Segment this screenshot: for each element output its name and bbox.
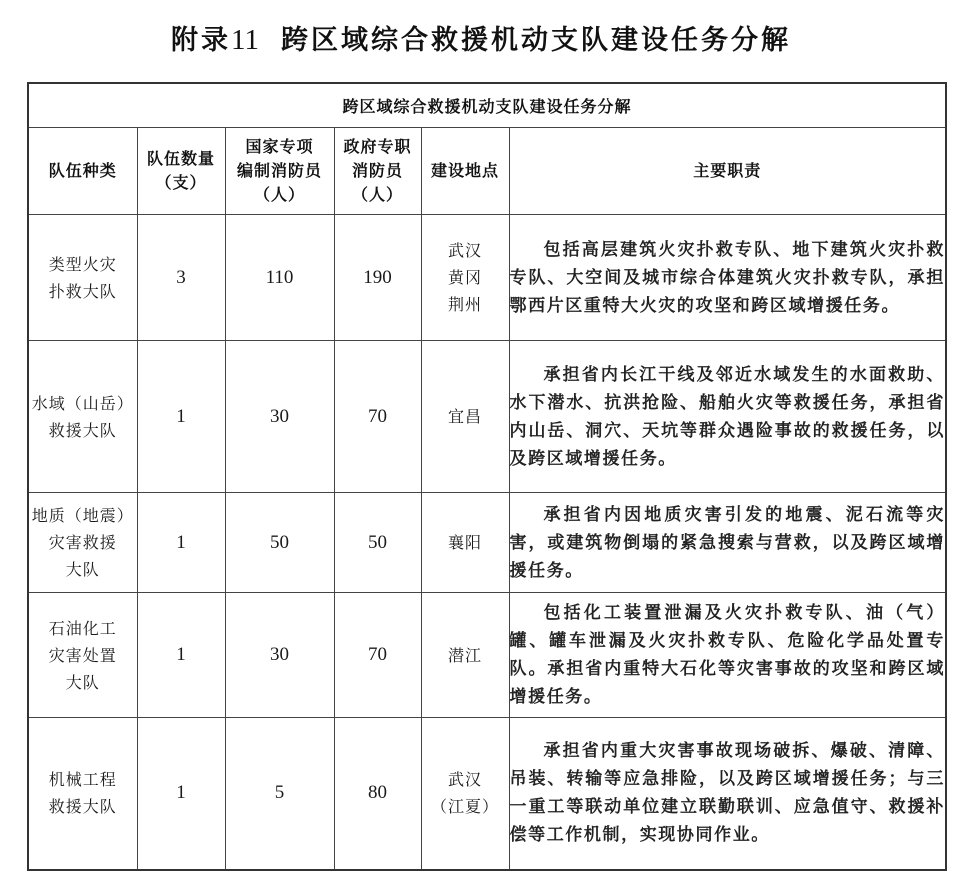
team-type: 水域（山岳） 救援大队	[28, 341, 137, 493]
appendix-label: 附录	[171, 25, 232, 56]
national-staff: 30	[225, 593, 334, 718]
team-count: 3	[137, 215, 225, 341]
location: 襄阳	[421, 493, 509, 593]
duties: 包括化工装置泄漏及火灾扑救专队、油（气）罐、罐车泄漏及火灾扑救专队、危险化学品处置专队。承担省内重特大石化等灾害事故的攻坚和跨区域增援任务。	[509, 593, 946, 718]
col-header-type: 队伍种类	[28, 128, 137, 215]
duties: 包括高层建筑火灾扑救专队、地下建筑火灾扑救专队、大空间及城市综合体建筑火灾扑救专队，承担鄂西片区重特大火灾的攻坚和跨区域增援任务。	[509, 215, 946, 341]
national-staff: 50	[225, 493, 334, 593]
task-breakdown-table	[27, 82, 947, 871]
national-staff: 30	[225, 341, 334, 493]
location: 武汉 （江夏）	[421, 718, 509, 870]
col-header-duties: 主要职责	[509, 128, 946, 215]
title-text: 跨区域综合救援机动支队建设任务分解	[280, 25, 791, 56]
table-row	[28, 593, 946, 718]
col-header-count: 队伍数量 （支）	[137, 128, 225, 215]
gov-staff: 70	[334, 593, 421, 718]
col-header-location: 建设地点	[421, 128, 509, 215]
table-row	[28, 718, 946, 870]
table-caption-row	[28, 83, 946, 128]
table-header-row	[28, 128, 946, 215]
team-type: 石油化工 灾害处置 大队	[28, 593, 137, 718]
location: 武汉 黄冈 荆州	[421, 215, 509, 341]
national-staff: 5	[225, 718, 334, 870]
team-type: 地质（地震） 灾害救援 大队	[28, 493, 137, 593]
team-count: 1	[137, 718, 225, 870]
team-type: 机械工程 救援大队	[28, 718, 137, 870]
national-staff: 110	[225, 215, 334, 341]
duties: 承担省内重大灾害事故现场破拆、爆破、清障、吊装、转输等应急排险，以及跨区域增援任务；与三一重工等联动单位建立联勤联训、应急值守、救援补偿等工作机制，实现协同作业。	[509, 718, 946, 870]
col-header-national-staff: 国家专项 编制消防员 （人）	[225, 128, 334, 215]
gov-staff: 80	[334, 718, 421, 870]
gov-staff: 70	[334, 341, 421, 493]
document-title	[0, 18, 962, 57]
gov-staff: 50	[334, 493, 421, 593]
team-count: 1	[137, 593, 225, 718]
table-row	[28, 215, 946, 341]
table-caption: 跨区域综合救援机动支队建设任务分解	[28, 83, 946, 128]
table-row	[28, 341, 946, 493]
team-type: 类型火灾 扑救大队	[28, 215, 137, 341]
team-count: 1	[137, 493, 225, 593]
appendix-number: 11	[231, 24, 259, 56]
table-row	[28, 493, 946, 593]
team-count: 1	[137, 341, 225, 493]
location: 宜昌	[421, 341, 509, 493]
col-header-gov-staff: 政府专职 消防员 （人）	[334, 128, 421, 215]
location: 潜江	[421, 593, 509, 718]
gov-staff: 190	[334, 215, 421, 341]
duties: 承担省内因地质灾害引发的地震、泥石流等灾害，或建筑物倒塌的紧急搜索与营救，以及跨区域增援任务。	[509, 493, 946, 593]
duties: 承担省内长江干线及邻近水域发生的水面救助、水下潜水、抗洪抢险、船舶火灾等救援任务，承担省内山岳、洞穴、天坑等群众遇险事故的救援任务，以及跨区域增援任务。	[509, 341, 946, 493]
